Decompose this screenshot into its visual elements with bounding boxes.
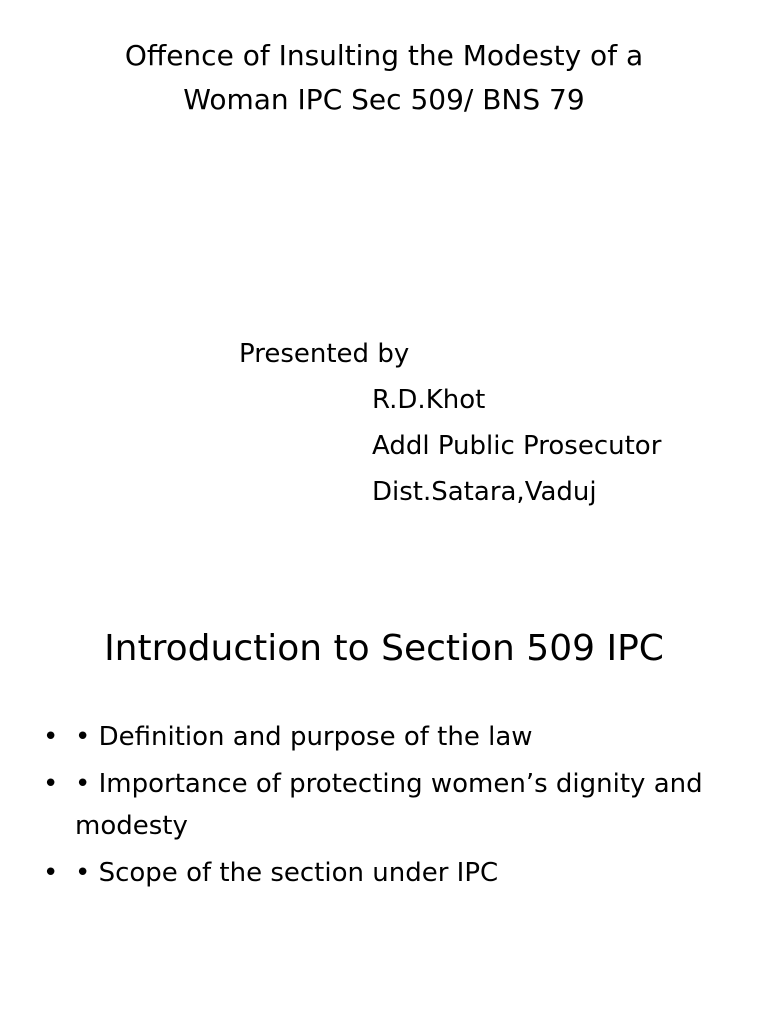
list-item (40, 763, 730, 847)
bullet-icon: • (43, 722, 59, 752)
introduction-slide (0, 576, 768, 1024)
presentation-title (40, 34, 728, 122)
bullet-text: • Definition and purpose of the law (75, 722, 533, 752)
bullet-icon: • (43, 858, 59, 888)
title-line-2: Woman IPC Sec 509/ BNS 79 (183, 83, 585, 116)
bullet-text: • Importance of protecting women’s dignity and modesty (75, 769, 703, 841)
presenter-name: R.D.Khot (372, 385, 486, 415)
title-line-1: Offence of Insulting the Modesty of a (124, 39, 644, 72)
presenter-role: Addl Public Prosecutor (372, 431, 662, 461)
bullet-icon: • (43, 769, 59, 799)
list-item (40, 852, 730, 894)
bullet-list (40, 716, 730, 899)
presenter-location: Dist.Satara,Vaduj (372, 477, 597, 507)
presented-by-label: Presented by (239, 339, 410, 369)
bullet-text: • Scope of the section under IPC (75, 858, 499, 888)
list-item (40, 716, 730, 758)
slide-title: Introduction to Section 509 IPC (104, 628, 664, 669)
